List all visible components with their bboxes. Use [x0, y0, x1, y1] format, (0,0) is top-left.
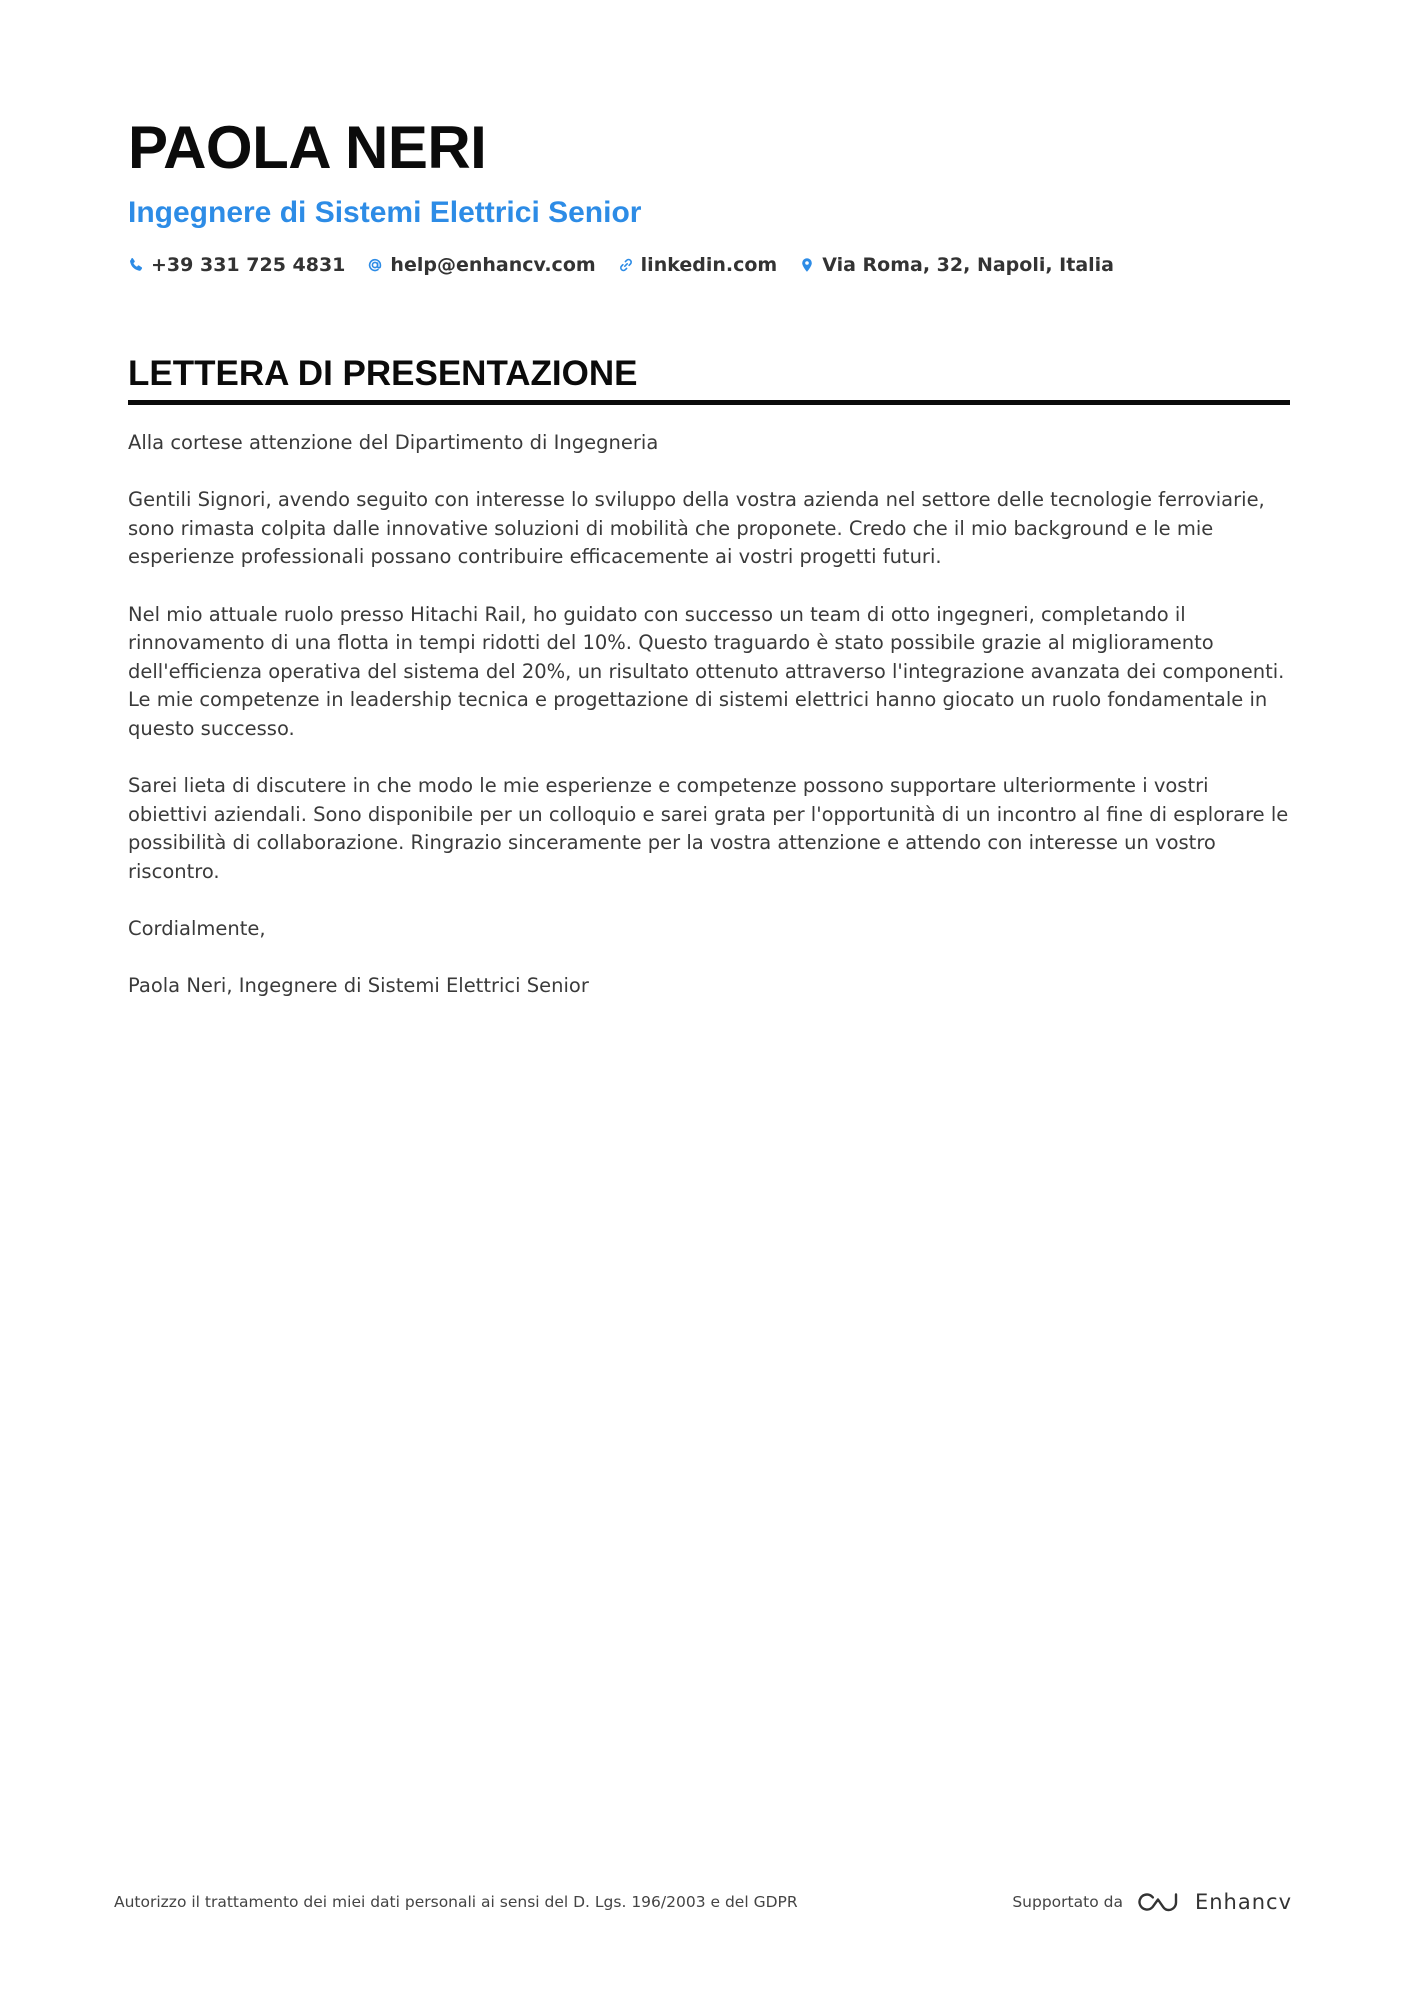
contact-phone[interactable] — [128, 254, 345, 276]
letter-paragraph-1: Gentili Signori, avendo seguito con interesse lo sviluppo della vostra azienda nel settore delle tecnologie ferroviarie, sono rimasta colpita dalle innovative soluzioni di mobilità che proponete. Credo che il mio background e le mie esperienze professionali possano contribuire efficacemente ai vostri progetti futuri. — [128, 488, 1265, 569]
enhancv-brand: Enhancv — [1194, 1890, 1292, 1914]
contact-address — [799, 254, 1114, 276]
section-heading: LETTERA DI PRESENTAZIONE — [128, 352, 1290, 405]
contact-bar — [128, 254, 1290, 276]
candidate-name: PAOLA NERI — [128, 114, 487, 181]
powered-by[interactable] — [1012, 1890, 1292, 1914]
candidate-title: Ingegnere di Sistemi Elettrici Senior — [128, 196, 642, 229]
contact-linkedin-text: linkedin.com — [640, 254, 778, 276]
cover-letter-page — [128, 112, 1290, 1029]
enhancv-logo-icon — [1135, 1890, 1181, 1914]
at-icon — [367, 257, 383, 273]
letter-signature: Paola Neri, Ingegnere di Sistemi Elettrici Senior — [128, 974, 589, 998]
contact-email-text: help@enhancv.com — [390, 254, 596, 276]
location-pin-icon — [799, 257, 815, 273]
phone-icon — [128, 257, 144, 273]
contact-phone-text: +39 331 725 4831 — [151, 254, 346, 276]
link-icon — [618, 257, 634, 273]
powered-by-label: Supportato da — [1012, 1893, 1123, 1911]
contact-linkedin[interactable] — [618, 254, 778, 276]
letter-paragraph-2: Nel mio attuale ruolo presso Hitachi Rail, ho guidato con successo un team di otto ingegneri, completando il rinnovamento di una flotta in tempi ridotti del 10%. Questo traguardo è stato possibile grazie al miglioramento dell'efficienza operativa del sistema del 20%, un risultato ottenuto attraverso l'integrazione avanzata dei componenti. Le mie competenze in leadership tecnica e progettazione di sistemi elettrici hanno giocato un ruolo fondamentale in questo successo. — [128, 602, 1285, 740]
letter-body — [128, 429, 1290, 1001]
letter-paragraph-3: Sarei lieta di discutere in che modo le mie esperienze e competenze possono supportare ulteriormente i vostri obiettivi aziendali. Sono disponibile per un colloquio e sarei grata per l'opportunità di un incontro al fine di esplorare le possibilità di collaborazione. Ringrazio sinceramente per la vostra attenzione e attendo con interesse un vostro riscontro. — [128, 774, 1289, 883]
letter-closing: Cordialmente, — [128, 917, 266, 941]
privacy-consent: Autorizzo il trattamento dei miei dati personali ai sensi del D. Lgs. 196/2003 e del GDPR — [114, 1893, 798, 1911]
contact-email[interactable] — [367, 254, 595, 276]
letter-salutation: Alla cortese attenzione del Dipartimento di Ingegneria — [128, 431, 659, 454]
contact-address-text: Via Roma, 32, Napoli, Italia — [822, 254, 1115, 276]
page-footer — [114, 1890, 1292, 1914]
